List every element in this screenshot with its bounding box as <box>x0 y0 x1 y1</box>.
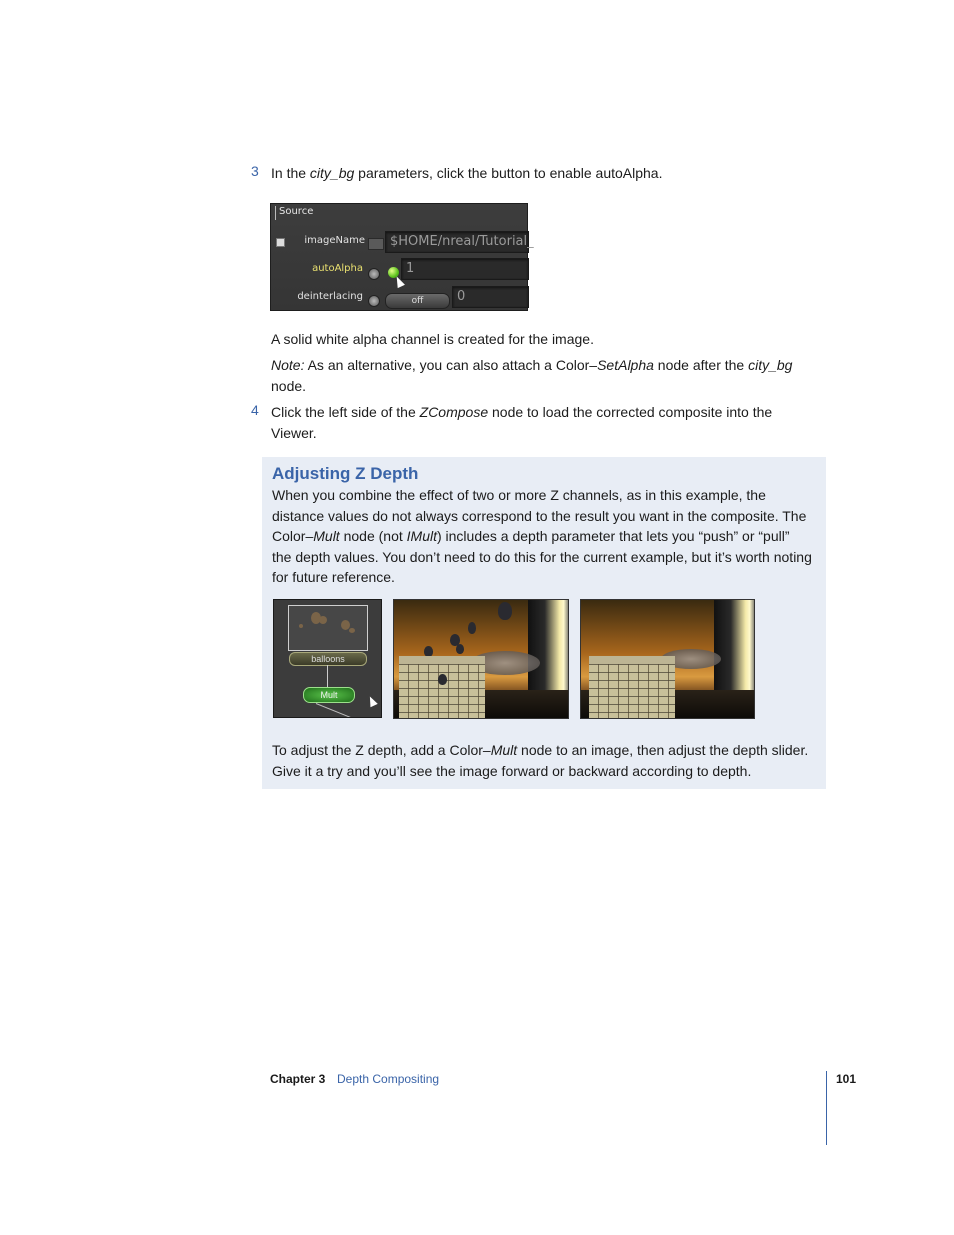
step-3-text-b: parameters, click the button to enable autoAlpha. <box>354 165 663 181</box>
sidebar-p1-b: node (not <box>339 528 407 544</box>
composite-before-image <box>393 599 569 719</box>
alpha-paragraph: A solid white alpha channel is created for the image. <box>271 331 594 347</box>
step-4-text <box>271 402 811 443</box>
autoalpha-field: 1 <box>401 258 529 280</box>
folder-icon <box>368 238 384 250</box>
header-bracket <box>275 206 278 220</box>
parameters-panel-screenshot <box>270 203 534 311</box>
deinterlacing-off-button: off <box>385 293 450 309</box>
note-text-a: As an alternative, you can also attach a Color– <box>304 357 598 373</box>
sidebar-paragraph-2 <box>272 740 820 781</box>
param-label-autoalpha: autoAlpha <box>312 263 363 274</box>
mult-node: Mult <box>303 687 355 703</box>
node-graph-screenshot <box>273 599 382 718</box>
node-wire-out <box>316 703 353 718</box>
step-3-text-a: In the <box>271 165 310 181</box>
balloons-node: balloons <box>289 652 367 666</box>
step-number: 4 <box>251 402 259 418</box>
sidebar-p1-mult: Mult <box>313 528 340 544</box>
sidebar-title: Adjusting Z Depth <box>272 464 419 483</box>
deinterlacing-field: 0 <box>452 286 529 308</box>
sidebar-p1-a: When you combine the effect of two or more Z channels, as in this example, the distance values do not always correspond to the result you want in the composite. The Color– <box>272 487 807 544</box>
sidebar-p1-imult: IMult <box>406 528 437 544</box>
page-number: 101 <box>836 1072 857 1086</box>
step-4-text-a: Click the left side of the <box>271 404 420 420</box>
param-label-deinterlacing: deinterlacing <box>297 291 363 302</box>
footer-chapter: Chapter 3 <box>270 1072 326 1086</box>
autoalpha-dial-icon <box>368 268 380 280</box>
step-3-node-name: city_bg <box>309 165 355 181</box>
node-wire <box>327 665 328 687</box>
step-number: 3 <box>251 163 259 179</box>
composite-after-image <box>580 599 755 719</box>
note-text-b: node after the <box>653 357 749 373</box>
note-text-c: node. <box>271 377 307 394</box>
sidebar-p2-b: node to an image, then adjust the depth slider. Give it a try and you’ll see the image forward or backward according to depth. <box>272 742 809 779</box>
note-paragraph <box>271 355 811 396</box>
step-4-node-name: ZCompose <box>419 404 489 420</box>
node-thumbnail <box>288 605 368 651</box>
imagename-field: $HOME/nreal/Tutorial_ <box>385 231 529 253</box>
sidebar-p1-c: ) includes a depth parameter that lets you “push” or “pull” the depth values. You don’t need to do this for the current example, but it’s worth noting for future reference. <box>272 528 812 585</box>
step-3-text <box>271 163 831 184</box>
sidebar-p2-mult: Mult <box>490 742 518 758</box>
sidebar-p2-a: To adjust the Z depth, add a Color– <box>272 742 491 758</box>
panel-header: Source <box>279 206 314 217</box>
mouse-cursor-icon <box>366 695 377 707</box>
deinterlacing-dial-icon <box>368 295 380 307</box>
note-node-setalpha: SetAlpha <box>597 357 654 373</box>
sidebar-paragraph-1 <box>272 485 812 588</box>
footer-divider <box>826 1071 827 1145</box>
footer-chapter-title: Depth Compositing <box>337 1072 440 1086</box>
note-label: Note: <box>271 357 305 373</box>
note-node-citybg: city_bg <box>748 357 793 373</box>
expand-icon <box>276 238 285 247</box>
step-4-text-b: node to load the corrected composite into the Viewer. <box>271 404 773 441</box>
param-label-imagename: imageName <box>304 235 365 246</box>
